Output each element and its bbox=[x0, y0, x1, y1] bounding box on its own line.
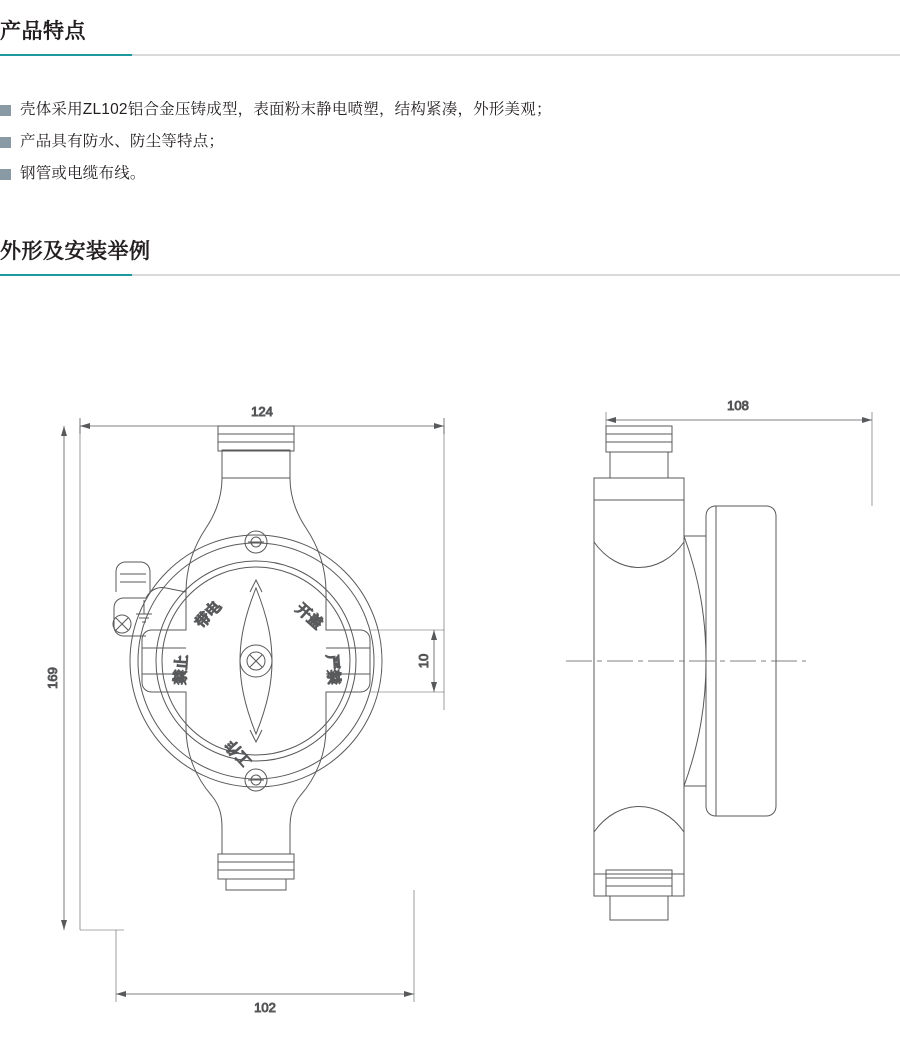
feature-text: 壳体采用ZL102铝合金压铸成型，表面粉末静电喷塑，结构紧凑，外形美观； bbox=[20, 101, 552, 118]
square-bullet-icon bbox=[0, 169, 11, 180]
list-item bbox=[0, 132, 880, 152]
list-item bbox=[0, 100, 880, 120]
list-item bbox=[0, 164, 880, 184]
feature-text: 钢管或电缆布线。 bbox=[20, 165, 146, 182]
section-dimensions-installation bbox=[0, 240, 900, 276]
cover-text-left: 禁止 bbox=[170, 654, 192, 686]
cover-text-bottom: 工作 bbox=[221, 736, 256, 771]
cover-text-top-right: 开盖 bbox=[292, 599, 327, 634]
dimension-label-124: 124 bbox=[251, 404, 273, 419]
dimension-label-10: 10 bbox=[416, 653, 431, 669]
square-bullet-icon bbox=[0, 105, 11, 116]
dimension-label-169: 169 bbox=[45, 667, 60, 689]
technical-drawing bbox=[0, 330, 900, 1044]
square-bullet-icon bbox=[0, 137, 11, 148]
feature-text: 产品具有防水、防尘等特点； bbox=[20, 133, 225, 150]
dimension-label-102: 102 bbox=[254, 1000, 276, 1015]
page-title-dimensions: 外形及安装举例 bbox=[0, 240, 151, 263]
feature-list bbox=[0, 100, 880, 196]
section-divider-dimensions bbox=[0, 274, 900, 276]
front-view-drawing bbox=[61, 418, 444, 1002]
cover-text-right: 严禁 bbox=[322, 654, 344, 686]
section-divider-features bbox=[0, 54, 900, 56]
cover-text-top-left: 带电 bbox=[191, 597, 226, 632]
section-product-features bbox=[0, 20, 900, 56]
dimension-label-108: 108 bbox=[727, 398, 749, 413]
page-title-features: 产品特点 bbox=[0, 20, 86, 43]
side-view-drawing bbox=[566, 412, 872, 920]
